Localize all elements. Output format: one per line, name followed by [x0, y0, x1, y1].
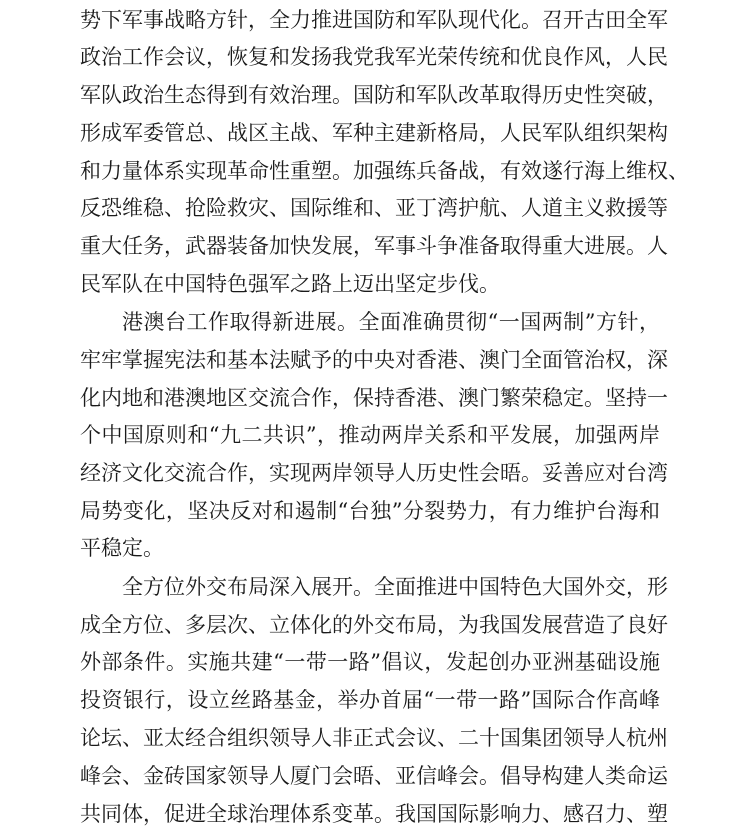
- text-line: 政治工作会议，恢复和发扬我党我军光荣传统和优良作风，人民: [80, 45, 668, 69]
- text-line: 外部条件。实施共建“一带一路”倡议，发起创办亚洲基础设施: [80, 650, 660, 674]
- text-line: 平稳定。: [80, 536, 164, 560]
- text-line: 牢牢掌握宪法和基本法赋予的中央对香港、澳门全面管治权，深: [80, 348, 668, 372]
- text-line: 势下军事战略方针，全力推进国防和军队现代化。召开古田全军: [80, 8, 668, 32]
- text-line: 个中国原则和“九二共识”，推动两岸关系和平发展，加强两岸: [80, 423, 660, 447]
- paragraph-first-line: 全方位外交布局深入展开。全面推进中国特色大国外交，形: [122, 575, 668, 599]
- text-line: 峰会、金砖国家领导人厦门会晤、亚信峰会。倡导构建人类命运: [80, 764, 668, 788]
- text-line: 投资银行，设立丝路基金，举办首届“一带一路”国际合作高峰: [80, 688, 660, 712]
- text-line: 军队政治生态得到有效治理。国防和军队改革取得历史性突破，: [80, 83, 668, 107]
- text-line: 形成军委管总、战区主战、军种主建新格局，人民军队组织架构: [80, 121, 668, 145]
- text-line: 共同体，促进全球治理体系变革。我国国际影响力、感召力、塑: [80, 802, 668, 826]
- text-line: 经济文化交流合作，实现两岸领导人历史性会晤。妥善应对台湾: [80, 461, 668, 485]
- text-line: 和力量体系实现革命性重塑。加强练兵备战，有效遂行海上维权、: [80, 159, 689, 183]
- text-line: 民军队在中国特色强军之路上迈出坚定步伐。: [80, 272, 500, 296]
- text-line: 论坛、亚太经合组织领导人非正式会议、二十国集团领导人杭州: [80, 726, 668, 750]
- text-line: 反恐维稳、抢险救灾、国际维和、亚丁湾护航、人道主义救援等: [80, 196, 668, 220]
- text-line: 化内地和港澳地区交流合作，保持香港、澳门繁荣稳定。坚持一: [80, 386, 668, 410]
- text-line: 局势变化，坚决反对和遏制“台独”分裂势力，有力维护台海和: [80, 499, 660, 523]
- text-line: 重大任务，武器装备加快发展，军事斗争准备取得重大进展。人: [80, 234, 668, 258]
- text-line: 成全方位、多层次、立体化的外交布局，为我国发展营造了良好: [80, 613, 668, 637]
- paragraph-first-line: 港澳台工作取得新进展。全面准确贯彻“一国两制”方针，: [122, 310, 660, 334]
